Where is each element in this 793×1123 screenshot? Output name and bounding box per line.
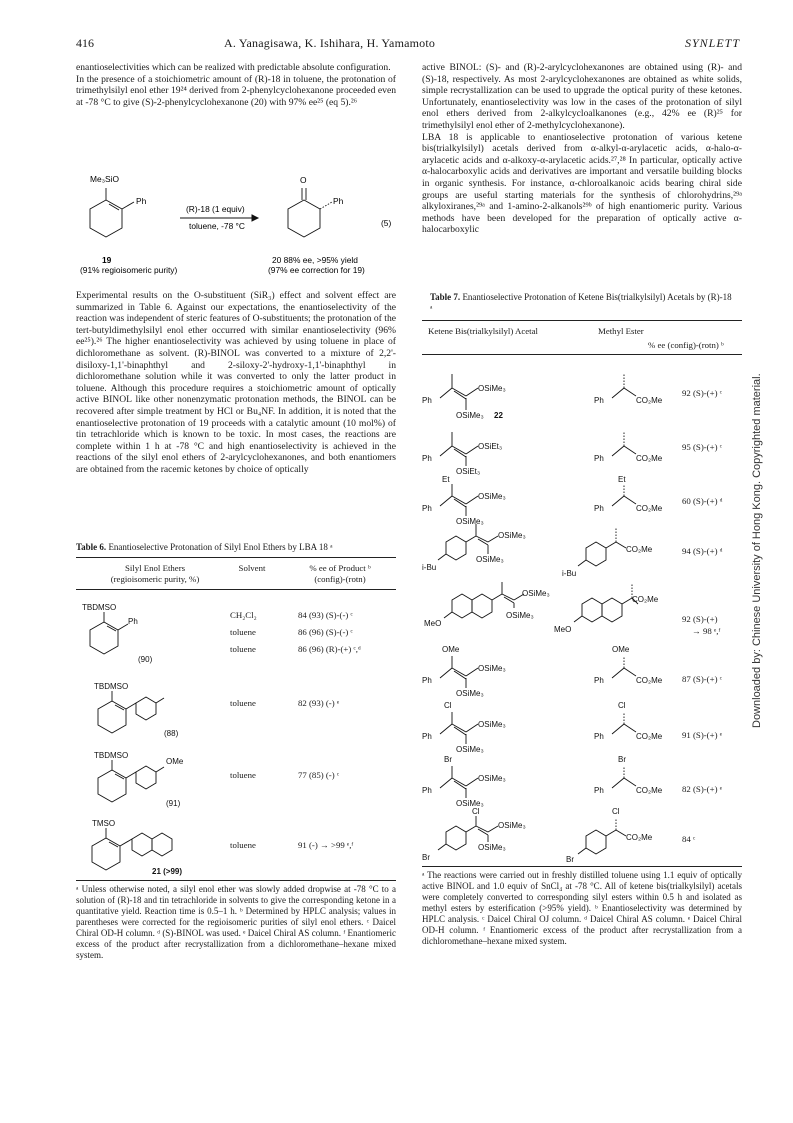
svg-text:CO₂Me: CO₂Me	[632, 595, 659, 604]
ketene-acetal-bromo	[422, 755, 662, 808]
paragraph: In the presence of a stoichiometric amount of (R)-18 in toluene, the protonation of trimethylsilyl enol ether 19²⁴ derived from 2-phenylcyclohexanone proceeded even at -78 °C to give (S)-2-phenylcyclohexanone (20) with 97% ee²⁵ (eq 5).²⁶	[76, 73, 396, 108]
table6-header-ee: % ee of Product ᵇ (config)-(rotn)	[309, 563, 371, 584]
svg-text:Ph: Ph	[594, 504, 604, 513]
table6-footnote: ᵃ Unless otherwise noted, a silyl enol ether was slowly added dropwise at -78 °C to a solution of (R)-18 and tin tetrachloride in solvents to give the corresponding ketone in a quantitative yield. Reaction time is 0.5–1 h. ᵇ Determined by HPLC analysis; values in parentheses were corrected for the regioisomeric purities of silyl enol ethers. ᶜ Daicel Chiral OD-H column. ᵈ (S)-BINOL was used. ᵉ Daicel Chiral AS column. ᶠ Enantiomeric excess of the product after recrystallization from a dichloromethane–hexane mixed system.	[76, 884, 396, 960]
table6-solvent: toluene	[230, 627, 256, 637]
svg-text:Cl: Cl	[444, 701, 452, 710]
left-text-middle	[76, 290, 396, 476]
table6-header-solvent: Solvent	[238, 563, 266, 573]
table6-ee: 86 (96) (S)-(-) ᶜ	[298, 627, 353, 637]
paragraph: LBA 18 is applicable to enantioselective protonation of various ketene bis(trialkylsilyl) acetals derived from α-alkyl-α-arylacetic acids, α-halo-α-arylacetic acids and α-alkoxy-α-arylacetic acids.²⁷,²⁸ In particular, optically active α-halocarboxylic acids and derivatives are important and versatile building blocks in organic synthesis. For instance, α-chloroalkanoic acids bearing chiral side groups are useful starting materials for the synthesis of chlorohydrins,²⁹ᵃ alkyloxiranes,²⁹ᵃ and 1-amino-2-alkanols²⁹ᵇ of high enantiomeric purity. Various methods have been developed for the preparation of optically active α-halocarboxylic	[422, 131, 742, 236]
ketene-acetal-ethyl	[422, 475, 662, 526]
svg-text:CO₂Me: CO₂Me	[636, 504, 662, 513]
download-notice-text: Downloaded by: Chinese University of Hong Kong. Copyrighted material.	[751, 373, 763, 728]
table6-rule-top	[76, 557, 396, 558]
svg-text:OSiEt₃: OSiEt₃	[478, 442, 503, 451]
svg-text:Ph: Ph	[422, 396, 432, 405]
table7-rule-head	[422, 354, 742, 355]
table6-ee: 91 (-) → >99 ᵉ,ᶠ	[298, 840, 354, 850]
table7-ee: 92 (S)-(+) ᶜ	[682, 388, 722, 398]
page-number: 416	[76, 36, 94, 50]
table6-ee: 86 (96) (R)-(+) ᶜ,ᵈ	[298, 644, 361, 654]
svg-text:OSiMe₃: OSiMe₃	[456, 689, 484, 698]
svg-text:i-Bu: i-Bu	[422, 563, 437, 572]
svg-text:Ph: Ph	[594, 676, 604, 685]
svg-text:MeO: MeO	[424, 619, 442, 628]
svg-text:i-Bu: i-Bu	[562, 569, 577, 578]
svg-text:Et: Et	[442, 475, 450, 484]
svg-text:CO₂Me: CO₂Me	[626, 545, 653, 554]
svg-text:(88): (88)	[164, 729, 179, 738]
svg-text:Br: Br	[566, 855, 574, 864]
ketene-acetal-bromophenyl	[422, 807, 653, 864]
svg-text:OSiMe₃: OSiMe₃	[522, 589, 550, 598]
carbonyl-o-label: O	[300, 175, 307, 185]
table7-ee: 87 (S)-(+) ᶜ	[682, 674, 722, 684]
svg-text:(90): (90)	[138, 655, 153, 664]
svg-text:Ph: Ph	[594, 454, 604, 463]
equation-number: (5)	[381, 218, 392, 228]
table6-ee: 84 (93) (S)-(-) ᶜ	[298, 610, 353, 620]
ketene-acetal-chloro	[422, 701, 662, 754]
svg-text:OSiMe₃: OSiMe₃	[498, 821, 526, 830]
left-text-top	[76, 62, 396, 108]
svg-text:Ph: Ph	[594, 786, 604, 795]
ph-label: Ph	[128, 617, 138, 626]
svg-text:OSiMe₃: OSiMe₃	[478, 720, 506, 729]
table6-solvent: toluene	[230, 840, 256, 850]
svg-text:CO₂Me: CO₂Me	[636, 732, 662, 741]
svg-text:Br: Br	[422, 853, 430, 862]
table7-ee: 82 (S)-(+) ᵉ	[682, 784, 722, 794]
tms-naphthyl-enol-ether	[92, 819, 182, 876]
sm-number: 19	[102, 255, 112, 265]
svg-text:OSiMe₃: OSiMe₃	[478, 384, 506, 393]
svg-text:Ph: Ph	[422, 454, 432, 463]
sm-purity-note: (91% regioisomeric purity)	[80, 265, 178, 275]
svg-text:Ph: Ph	[594, 732, 604, 741]
svg-text:Ph: Ph	[422, 504, 432, 513]
svg-text:21 (>99): 21 (>99)	[152, 867, 183, 876]
tbdms-phenyl-enol-ether	[82, 603, 153, 664]
svg-text:OMe: OMe	[612, 645, 630, 654]
ketene-acetal-22	[422, 374, 662, 420]
svg-text:TMSO: TMSO	[92, 819, 116, 828]
ketene-acetal-naproxen	[424, 582, 659, 634]
table7-ee: 94 (S)-(+) ᵈ	[682, 546, 723, 556]
running-authors: A. Yanagisawa, K. Ishihara, H. Yamamoto	[224, 36, 436, 50]
table6-label: Table 6.	[76, 542, 107, 552]
prod-ph-label: Ph	[333, 196, 344, 206]
table7-ee: 95 (S)-(+) ᶜ	[682, 442, 722, 452]
table7-ee: 91 (S)-(+) ᵉ	[682, 730, 722, 740]
svg-text:Cl: Cl	[612, 807, 620, 816]
table6-solvent: toluene	[230, 770, 256, 780]
svg-text:OSiMe₃: OSiMe₃	[456, 411, 484, 420]
svg-text:CO₂Me: CO₂Me	[626, 833, 653, 842]
table7-header-ee: % ee (config)-(rotn) ᵇ	[648, 340, 724, 350]
table6-structures	[76, 592, 236, 877]
svg-text:OSiMe₃: OSiMe₃	[456, 517, 484, 526]
table6-caption	[76, 542, 396, 553]
table7-caption	[430, 292, 735, 314]
table6-solvent: toluene	[230, 644, 256, 654]
svg-text:OSiMe₃: OSiMe₃	[478, 843, 506, 852]
svg-text:Cl: Cl	[618, 701, 626, 710]
svg-text:OSiEt₃: OSiEt₃	[456, 467, 481, 476]
table6-header-silyl: Silyl Enol Ethers (regioisomeric purity, %)	[110, 563, 200, 584]
svg-text:MeO: MeO	[554, 625, 572, 634]
svg-text:Ph: Ph	[422, 786, 432, 795]
table7-ee: 92 (S)-(+)	[682, 614, 718, 624]
table6-solvent: CH₂Cl₂	[230, 610, 257, 620]
table6-rule-bottom	[76, 880, 396, 881]
table7-footnote: ᵃ The reactions were carried out in freshly distilled toluene using 1.1 equiv of optically active BINOL and 1.0 equiv of SnCl₄ at -78 °C. All of ketene bis(trialkylsilyl) acetals were completely converted to corresponding silyl esters within 0.5 h and isolated as methyl esters by esterification (>95% yield). ᵇ Enantioselectivity was determined by HPLC analysis. ᶜ Daicel Chiral OJ column. ᵈ Daicel Chiral AS column. ᵉ Daicel Chiral OD-H column. ᶠ Enantiomeric excess of the product after recrystallization from a dichloromethane–hexane mixed system.	[422, 870, 742, 946]
svg-text:CO₂Me: CO₂Me	[636, 786, 662, 795]
svg-text:Br: Br	[444, 755, 452, 764]
svg-text:Cl: Cl	[472, 807, 480, 816]
paragraph: Experimental results on the O-substituent (SiR₃) effect and solvent effect are summarized in Table 6. Against our expectations, the enantioselectivity of the reaction was independent of steric features of O-substituents; the protonation of the tert-butyldimethylsilyl enol ether occurred with similar enantioselectivity (96% ee²⁵).²⁶ The higher enantioselectivity was achieved by using toluene in place of dichloromethane as solvent. (R)-BINOL was converted to a mixture of 2,2'-disiloxy-1,1'-binaphthyl and 2-siloxy-2'-hydroxy-1,1'-binaphthyl in dichloromethane solution while it was converted to only the latter product in toluene. Although this procedure requires a stoichiometric amount of optically active BINOL like other nonenzymatic protonation methods, the BINOL can be recovered after simple treatment by HCl or Bu₄NF. In addition, it is noted that the enantioselective protonation of 19 proceeds with a catalytic amount (10 mol%) of tin tetrachloride which is known to be toxic. In most cases, the reactions are complete within 1 h at -78 °C and high enantioselectivity is achieved in the reactions of the silyl enol ethers of 2-arylcyclohexanones, and both enantiomers are obtained from the racemic ketones by choice of optically	[76, 290, 396, 475]
ome-label: OMe	[166, 757, 184, 766]
table6-ee: 77 (85) (-) ᶜ	[298, 770, 340, 780]
ketene-acetal-ibuprofen	[422, 524, 653, 578]
svg-text:Ph: Ph	[422, 732, 432, 741]
svg-text:OSiMe₃: OSiMe₃	[478, 492, 506, 501]
product-note: (97% ee correction for 19)	[268, 265, 365, 275]
table7-ee: 60 (S)-(+) ᵈ	[682, 496, 723, 506]
svg-text:(91): (91)	[166, 799, 181, 808]
table7-structures	[422, 356, 662, 866]
silyl-enol-ether-structure	[90, 174, 147, 237]
ketone-product-structure	[288, 175, 344, 237]
ketene-acetal-triethylsilyl	[422, 432, 662, 476]
svg-text:CO₂Me: CO₂Me	[636, 676, 662, 685]
table7-label: Table 7.	[430, 292, 461, 302]
table7-ee-recryst: → 98 ᵉ,ᶠ	[692, 626, 721, 636]
svg-text:OSiMe₃: OSiMe₃	[506, 611, 534, 620]
svg-text:OSiMe₃: OSiMe₃	[498, 531, 526, 540]
table6-solvent: toluene	[230, 698, 256, 708]
paragraph: enantioselectivities which can be realized with predictable absolute configuration.	[76, 62, 391, 73]
table7-rule-bottom	[422, 866, 742, 867]
product-number: 20 88% ee, >95% yield	[272, 255, 358, 265]
svg-text:CO₂Me: CO₂Me	[636, 396, 662, 405]
svg-text:TBDMSO: TBDMSO	[94, 682, 129, 691]
table7-rule-top	[422, 320, 742, 321]
svg-text:OSiMe₃: OSiMe₃	[476, 555, 504, 564]
svg-text:TBDMSO: TBDMSO	[82, 603, 117, 612]
paragraph: active BINOL: (S)- and (R)-2-arylcyclohexanones are obtained using (R)- and (S)-18, respectively. As most 2-arylcyclohexanones are obtained as white solids, simple recrystallization can be used to upgrade the optical purity of these ketones. Unfortunately, enantioselectivity was low in the cases of the protonation of silyl enol ethers derived from 2-alkylcycloalkanones (e.g., 42% ee (R)²⁵ for trimethylsilyl enol ether of 2-methylcyclohexanone).	[422, 62, 742, 131]
table6-rule-head	[76, 589, 396, 590]
svg-text:Et: Et	[618, 475, 626, 484]
svg-text:Ph: Ph	[422, 676, 432, 685]
svg-text:Ph: Ph	[594, 396, 604, 405]
svg-text:OSiMe₃: OSiMe₃	[456, 799, 484, 808]
journal-name: SYNLETT	[684, 36, 740, 50]
svg-text:CO₂Me: CO₂Me	[636, 454, 662, 463]
table6-ee: 82 (93) (-) ᵉ	[298, 698, 340, 708]
reaction-scheme-eq5	[76, 168, 396, 286]
table7-header-acetal: Ketene Bis(trialkylsilyl) Acetal	[428, 326, 538, 336]
page-header	[76, 36, 740, 52]
svg-text:OSiMe₃: OSiMe₃	[478, 774, 506, 783]
ketene-acetal-methoxy	[422, 645, 662, 698]
sm-silyl-label: Me₃SiO	[90, 174, 120, 184]
tbdms-tolyl-enol-ether	[94, 682, 179, 738]
table7-title: Enantioselective Protonation of Ketene Bis(trialkylsilyl) Acetals by (R)-18 ᵃ	[430, 292, 732, 313]
download-notice	[746, 370, 766, 730]
svg-text:22: 22	[494, 411, 503, 420]
tbdms-methoxyphenyl-enol-ether	[94, 751, 184, 808]
sm-ph-label: Ph	[136, 196, 147, 206]
svg-text:OSiMe₃: OSiMe₃	[478, 664, 506, 673]
table6-title: Enantioselective Protonation of Silyl Enol Ethers by LBA 18 ᵃ	[108, 542, 333, 552]
svg-text:TBDMSO: TBDMSO	[94, 751, 129, 760]
table7-header-ester: Methyl Ester	[598, 326, 644, 336]
svg-text:Br: Br	[618, 755, 626, 764]
reagent-label: (R)-18 (1 equiv)	[186, 204, 245, 214]
right-text-top	[422, 62, 742, 236]
svg-text:OMe: OMe	[442, 645, 460, 654]
table7-ee: 84 ᶜ	[682, 834, 696, 844]
conditions-label: toluene, -78 °C	[189, 221, 245, 231]
svg-text:OSiMe₃: OSiMe₃	[456, 745, 484, 754]
